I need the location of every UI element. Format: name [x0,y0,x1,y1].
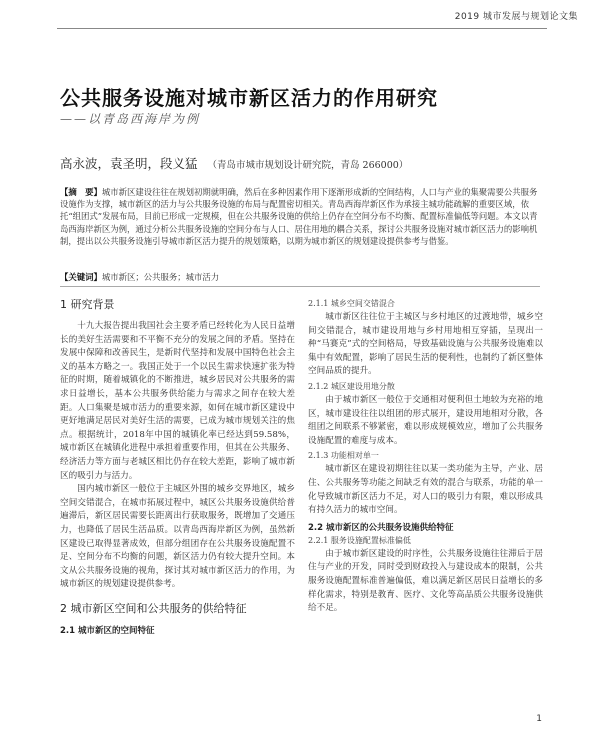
section-1-paragraph-1: 十九大报告提出我国社会主要矛盾已经转化为人民日益增长的美好生活需要和不平衡不充分的发展之间的矛盾。坚持在发展中保障和改善民生，是新时代坚持和发展中国特色社会主义的基本方略之一。我国正处于一个以民生需求快速扩张为特征的时期，随着城镇化的不断推进，城乡居民对公共服务的需求日益增长，基本公共服务供给能力与需求之间存在较大差距。人口集聚是城市活力的重要来源，如何在城市新区建设中更好地满足居民对美好生活的需要，已成为城市规划关注的焦点。根据统计，2018年中国的城镇化率已经达到59.58%，城市新区在城镇化进程中承担着重要作用，但其在公共服务、经济活力等方面与老城区相比仍存在较大差距，影响了城市新区的吸引力与活力。 [60,321,295,481]
left-column [60,296,295,638]
section-2-1-heading: 2.1 城市新区的空间特征 [60,625,155,636]
header-rule [57,28,547,29]
section-2-1-3-heading: 2.1.3 功能相对单一 [308,451,379,461]
keywords-text: 城市新区；公共服务；城市活力 [101,272,220,282]
right-column [308,296,543,616]
section-1-heading: 1 研究背景 [60,298,115,311]
article-title: 公共服务设施对城市新区活力的作用研究 [60,86,438,110]
page-number: 1 [536,714,542,724]
section-2-1-1-paragraph: 城市新区往往位于主城区与乡村地区的过渡地带，城乡空间交错混合，城市建设用地与乡村用地相互穿插，呈现出一种“马赛克”式的空间格局，导致基础设施与公共服务设施难以集中有效配置，影响了居民生活的便利性，也制约了新区整体空间品质的提升。 [308,312,543,377]
section-2-2-1-paragraph: 由于城市新区建设的时序性，公共服务设施往往滞后于居住与产业的开发，同时受到财政投入与建设成本的限制，公共服务设施配置标准普遍偏低，难以满足新区居民日益增长的多样化需求，特别是教育、医疗、文化等高品质公共服务设施供给不足。 [308,548,543,614]
section-2-heading: 2 城市新区空间和公共服务的供给特征 [60,601,247,615]
section-2-1-2-paragraph: 由于城市新区一般位于交通相对便利但土地较为充裕的地区，城市建设往往以组团的形式展开，建设用地相对分散，各组团之间联系不够紧密，难以形成规模效应，增加了公共服务设施配置的难度与成本。 [308,394,543,446]
keywords [60,271,540,283]
section-2-2-heading: 2.2 城市新区的公共服务设施供给特征 [308,522,454,533]
running-header [0,0,600,44]
abstract-label: 【摘 要】 [60,187,102,197]
abstract [60,186,540,247]
running-title: 2019 城市发展与规划论文集 [454,12,578,22]
article-subtitle: ——以青岛西海岸为例 [60,112,201,126]
section-2-1-3-paragraph: 城市新区在建设初期往往以某一类功能为主导，产业、居住、公共服务等功能之间缺乏有效的混合与联系，功能的单一化导致城市新区活力不足，对人口的吸引力有限，难以形成具有持久活力的城市空间。 [308,464,543,516]
author-names: 高永波，袁圣明，段义猛 [60,156,198,171]
section-2-1-2-heading: 2.1.2 城区建设用地分散 [308,381,395,391]
author-line [60,154,408,172]
abstract-text: 城市新区建设往往在规划初期就明确，然后在多种因素作用下逐渐形成新的空间结构，人口与产业的集聚需要公共服务设施作为支撑，城市新区的活力与公共服务设施的布局与配置密切相关。青岛西海岸新区作为承接主城功能疏解的重要区域，依托“组团式”发展布局，目前已形成一定规模，但在公共服务设施的供给上仍存在空间分布不均衡、配置标准偏低等问题。本文以青岛西海岸新区为例，通过分析公共服务设施的空间分布与人口、居住用地的耦合关系，探讨公共服务设施对城市新区活力的影响机制，提出以公共服务设施引导城市新区活力提升的规划策略，以期为城市新区的规划建设提供参考与借鉴。 [60,187,538,246]
keywords-label: 【关键词】 [60,272,102,282]
abstract-divider [60,286,540,287]
section-2-2-1-heading: 2.2.1 服务设施配置标准偏低 [308,535,411,545]
section-1-paragraph-2: 国内城市新区一般位于主城区外围的城乡交界地区，城乡空间交错混合，在城市拓展过程中，城区公共服务设施供给普遍滞后，新区居民需要长距离出行获取服务，既增加了交通压力，也降低了居民生活品质。以青岛西海岸新区为例，虽然新区建设已取得显著成效，但部分组团存在公共服务设施配置不足、空间分布不均衡的问题，新区活力仍有较大提升空间。本文从公共服务设施的视角，探讨其对城市新区活力的作用，为城市新区的规划建设提供参考。 [60,484,295,590]
author-affiliation: （青岛市城市规划设计研究院，青岛 266000） [207,160,409,171]
section-2-1-1-heading: 2.1.1 城乡空间交错混合 [308,299,395,308]
